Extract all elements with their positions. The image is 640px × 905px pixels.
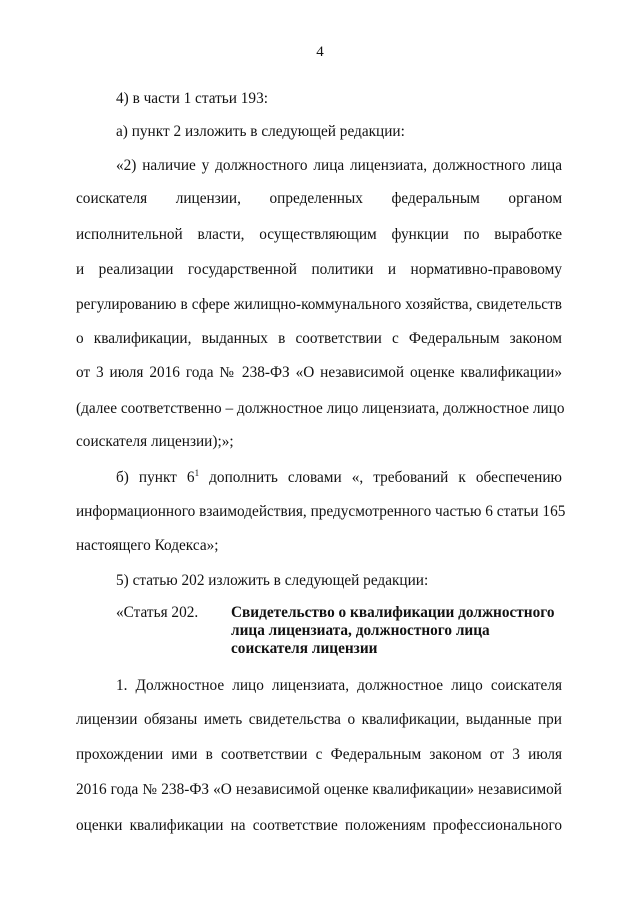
item-b-text: дополнить словами «, требований к обеспечению — [199, 469, 562, 486]
paragraph-line: о квалификации, выданных в соответствии с Федеральным законом — [76, 330, 562, 347]
paragraph-line: лицензии обязаны иметь свидетельства о квалификации, выданные при — [76, 711, 562, 728]
paragraph-line: «2) наличие у должностного лица лицензиата, должностного лица — [116, 157, 562, 174]
paragraph-line: оценки квалификации на соответствие положениям профессионального — [76, 817, 562, 834]
paragraph-line: 1. Должностное лицо лицензиата, должностное лицо соискателя — [116, 677, 562, 694]
paragraph-line: а) пункт 2 изложить в следующей редакции: — [116, 123, 405, 140]
paragraph-line: и реализации государственной политики и нормативно-правовому — [76, 261, 562, 278]
paragraph-line: от 3 июля 2016 года № 238-ФЗ «О независимой оценке квалификации» — [76, 364, 562, 381]
item-b-prefix: б) пункт 6 — [116, 469, 195, 486]
paragraph-line: регулированию в сфере жилищно-коммунального хозяйства, свидетельств — [76, 296, 562, 313]
article-title: Свидетельство о квалификации должностного — [231, 604, 555, 621]
paragraph-line — [116, 469, 562, 487]
paragraph-line: соискателя лицензии, определенных федеральным органом — [76, 190, 562, 207]
article-title: соискателя лицензии — [231, 640, 378, 657]
paragraph-line: исполнительной власти, осуществляющим функции по выработке — [76, 226, 562, 243]
article-label: «Статья 202. — [116, 604, 199, 621]
paragraph-line: (далее соответственно – должностное лицо лицензиата, должностное лицо — [76, 400, 565, 417]
paragraph-line: настоящего Кодекса»; — [76, 537, 219, 554]
paragraph-line: 5) статью 202 изложить в следующей редакции: — [116, 572, 429, 589]
page-number: 4 — [316, 44, 324, 60]
paragraph-line: 2016 года № 238-ФЗ «О независимой оценке квалификации» независимой — [76, 781, 562, 798]
paragraph-line: информационного взаимодействия, предусмотренного частью 6 статьи 165 — [76, 503, 566, 520]
article-title: лица лицензиата, должностного лица — [231, 622, 490, 639]
superscript: 1 — [194, 467, 200, 478]
paragraph-line: соискателя лицензии);»; — [76, 433, 234, 450]
paragraph-line: прохождении ими в соответствии с Федеральным законом от 3 июля — [76, 746, 562, 763]
paragraph-line: 4) в части 1 статьи 193: — [116, 90, 268, 107]
